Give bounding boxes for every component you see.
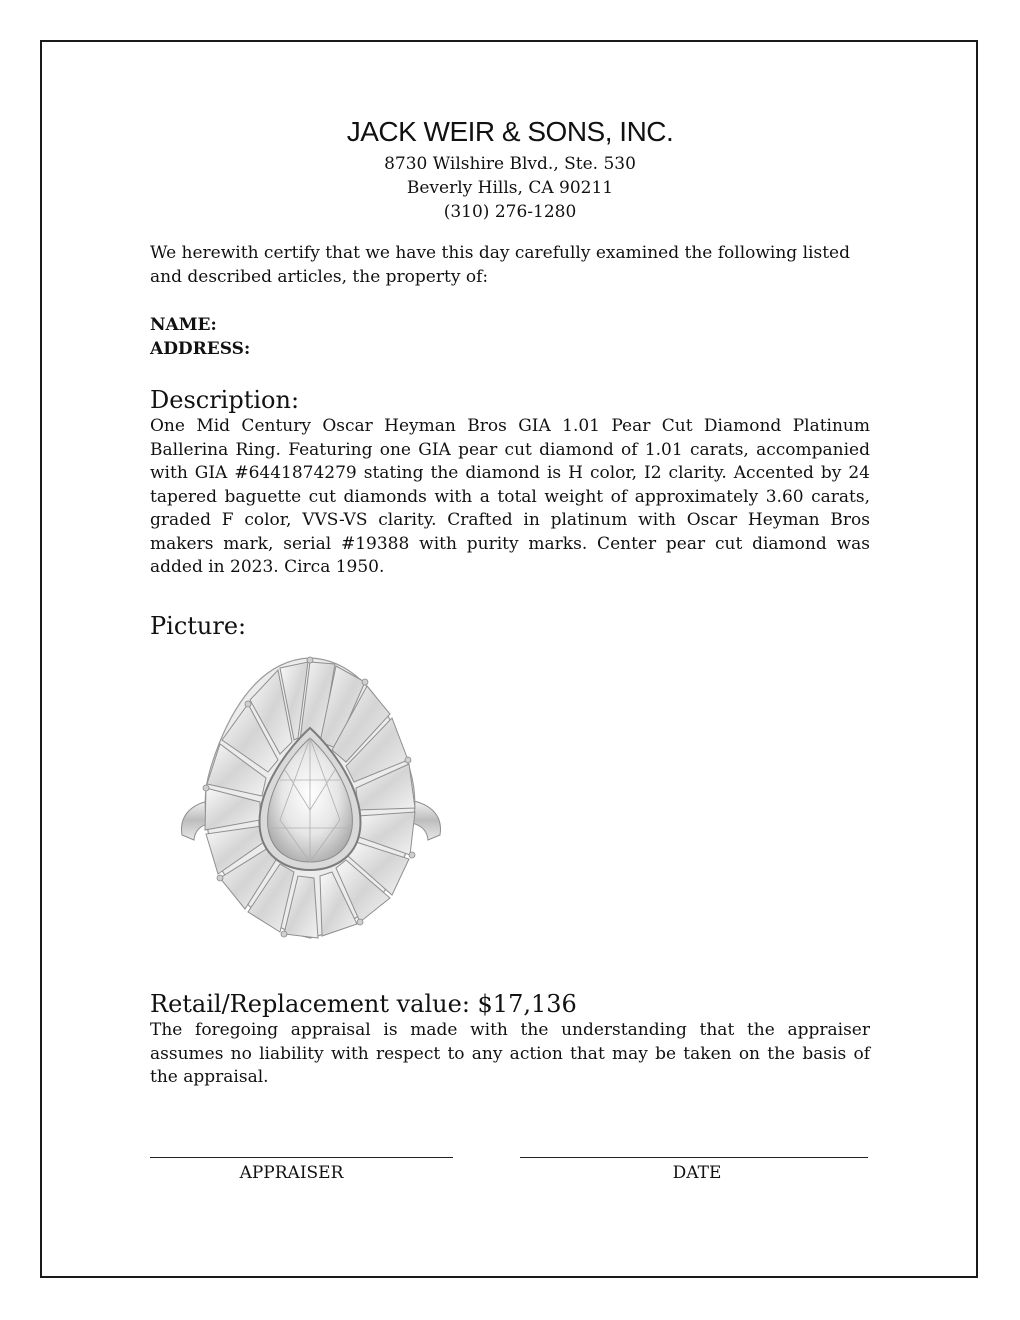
appraiser-label: APPRAISER <box>239 1163 344 1183</box>
description-text: One Mid Century Oscar Heyman Bros GIA 1.01 Pear Cut Diamond Platinum Ballerina Ring. Featuring one GIA pear cut diamond of 1.01 carats, accompanied with GIA #6441874279 stating the diamond is H color, I2 clarity. Accented by 24 tapered baguette cut diamonds with a total weight of approximately 3.60 carats, graded F color, VVS-VS clarity. Crafted in platinum with Oscar Heyman Bros makers mark, serial #19388 with purity marks. Center pear cut diamond was added in 2023. Circa 1950. <box>150 416 870 577</box>
owner-fields <box>150 313 870 361</box>
certification-block <box>150 242 870 289</box>
appraiser-signature-line <box>150 1157 453 1158</box>
company-address-line2: Beverly Hills, CA 90211 <box>406 178 614 198</box>
company-name: JACK WEIR & SONS, INC. <box>346 116 674 147</box>
ring-photo <box>160 650 460 950</box>
description-section <box>150 386 870 580</box>
certification-text: We herewith certify that we have this day carefully examined the following listed and described articles, the property of: <box>150 243 850 287</box>
ring-illustration <box>160 650 460 950</box>
picture-title: Picture: <box>150 612 247 640</box>
value-section <box>150 990 870 1090</box>
date-signature-line <box>520 1157 868 1158</box>
retail-value: Retail/Replacement value: $17,136 <box>150 990 577 1018</box>
description-title: Description: <box>150 386 300 414</box>
name-label: NAME: <box>150 315 217 335</box>
company-phone: (310) 276-1280 <box>443 202 577 222</box>
date-label: DATE <box>672 1163 722 1183</box>
company-address-line1: 8730 Wilshire Blvd., Ste. 530 <box>384 154 636 174</box>
letterhead <box>0 116 1020 224</box>
picture-section <box>150 612 870 640</box>
disclaimer-text: The foregoing appraisal is made with the understanding that the appraiser assumes no liability with respect to any action that may be taken on the basis of the appraisal. <box>150 1020 870 1087</box>
address-label: ADDRESS: <box>150 339 251 359</box>
